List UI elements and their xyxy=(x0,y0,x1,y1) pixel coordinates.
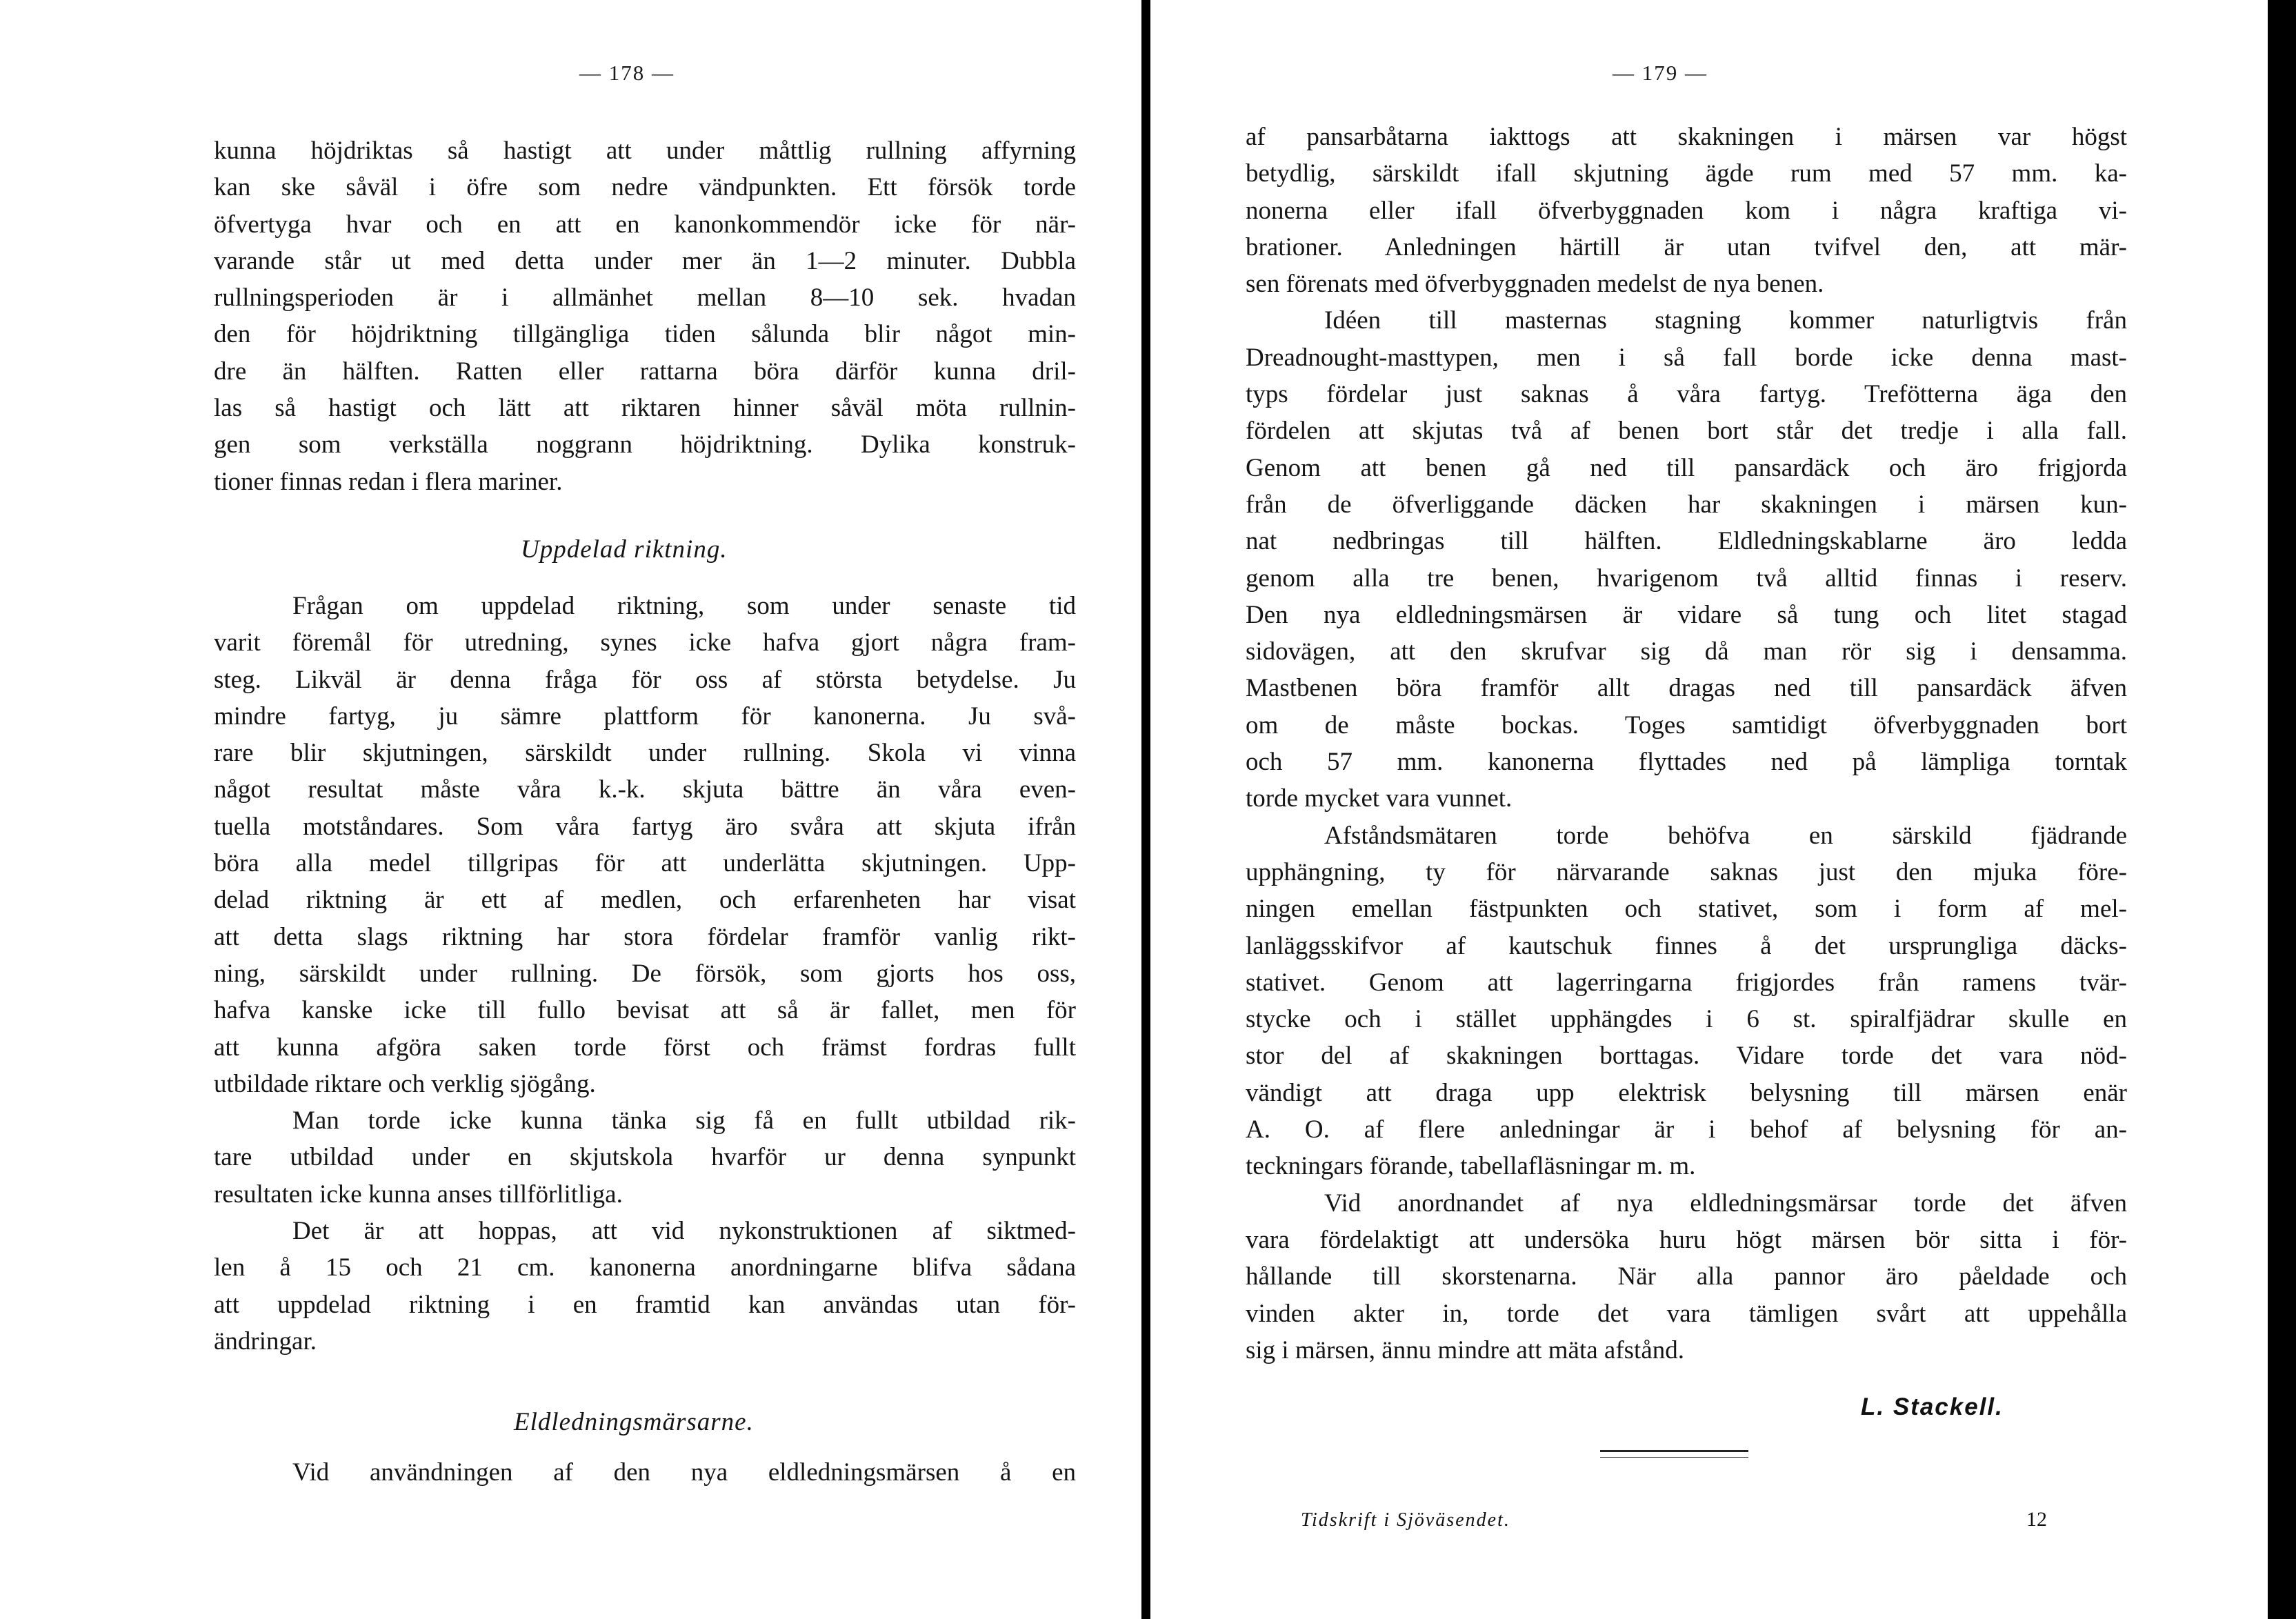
text-line: varande står ut med detta under mer än 1—2 minuter. Dubbla xyxy=(214,246,1076,275)
text-line: vändigt att draga upp elektrisk belysning till märsen enär xyxy=(1246,1078,2127,1107)
text-line: Afståndsmätaren torde behöfva en särskild fjädrande xyxy=(1324,821,2127,850)
text-line: steg. Likväl är denna fråga för oss af största betydelse. Ju xyxy=(214,665,1076,694)
text-line: hafva kanske icke till fullo bevisat att så är fallet, men för xyxy=(214,996,1076,1025)
text-line: resultaten icke kunna anses tillförlitliga. xyxy=(214,1180,623,1209)
text-line: sen förenats med öfverbyggnaden medelst de nya benen. xyxy=(1246,270,1824,299)
text-line: att kunna afgöra saken torde först och främst fordras fullt xyxy=(214,1033,1076,1062)
text-line: stativet. Genom att lagerringarna frigjordes från ramens tvär- xyxy=(1246,968,2127,997)
left-page xyxy=(0,0,1141,1619)
text-line: betydlig, särskildt ifall skjutning ägde rum med 57 mm. ka- xyxy=(1246,159,2127,188)
text-line: Vid anordnandet af nya eldledningsmärsar torde det äfven xyxy=(1324,1189,2127,1218)
text-line: brationer. Anledningen härtill är utan tvifvel den, att mär- xyxy=(1246,232,2127,261)
signature-number: 12 xyxy=(2026,1508,2047,1531)
text-line: sig i märsen, ännu mindre att mäta afstånd. xyxy=(1246,1335,1685,1364)
text-line: tare utbildad under en skjutskola hvarför ur denna synpunkt xyxy=(214,1143,1076,1172)
text-line: gen som verkställa noggrann höjdriktning. Dylika konstruk- xyxy=(214,430,1076,459)
text-line: något resultat måste våra k.-k. skjuta bättre än våra even- xyxy=(214,775,1076,804)
text-line: upphängning, ty för närvarande saknas just den mjuka före- xyxy=(1246,857,2127,886)
text-line: ning, särskildt under rullning. De försök, som gjorts hos oss, xyxy=(214,959,1076,988)
text-line: genom alla tre benen, hvarigenom två alltid finnas i reserv. xyxy=(1246,564,2127,593)
text-line: Idéen till masternas stagning kommer naturligtvis från xyxy=(1324,306,2127,335)
footer-rule xyxy=(1600,1450,1748,1452)
text-line: att detta slags riktning har stora fördelar framför vanlig rikt- xyxy=(214,922,1076,951)
text-line: rare blir skjutningen, särskildt under rullning. Skola vi vinna xyxy=(214,739,1076,768)
text-line: af pansarbåtarna iakttogs att skakningen i märsen var högst xyxy=(1246,123,2127,151)
scan-border xyxy=(2268,0,2296,1619)
text-line: Vid användningen af den nya eldledningsmärsen å en xyxy=(292,1458,1076,1487)
text-line: från de öfverliggande däcken har skakningen i märsen kun- xyxy=(1246,490,2127,519)
text-line: kan ske såväl i öfre som nedre vändpunkten. Ett försök torde xyxy=(214,173,1076,202)
text-line: utbildade riktare och verklig sjögång. xyxy=(214,1069,596,1098)
text-line: fördelen att skjutas två af benen bort står det tredje i alla fall. xyxy=(1246,417,2127,446)
text-line: mindre fartyg, ju sämre plattform för kanonerna. Ju svå- xyxy=(214,702,1076,731)
text-line: att uppdelad riktning i en framtid kan användas utan för- xyxy=(214,1290,1076,1319)
paragraph xyxy=(214,132,1076,500)
text-line: Det är att hoppas, att vid nykonstruktionen af siktmed- xyxy=(292,1217,1076,1246)
text-line: den för höjdriktning tillgängliga tiden sålunda blir något min- xyxy=(214,320,1076,349)
paragraph xyxy=(214,1454,1076,1491)
text-line: böra alla medel tillgripas för att underlätta skjutningen. Upp- xyxy=(214,849,1076,878)
text-line: rullningsperioden är i allmänhet mellan 8—10 sek. hvadan xyxy=(214,284,1076,312)
text-line: Man torde icke kunna tänka sig få en fullt utbildad rik- xyxy=(292,1106,1076,1135)
text-line: las så hastigt och lätt att riktaren hinner såväl möta rullnin- xyxy=(214,394,1076,423)
text-line: Frågan om uppdelad riktning, som under senaste tid xyxy=(292,592,1076,620)
text-line: teckningars förande, tabellafläsningar m. m. xyxy=(1246,1152,1696,1181)
text-line: Mastbenen böra framför allt dragas ned till pansardäck äfven xyxy=(1246,674,2127,703)
text-line: delad riktning är ett af medlen, och erfarenheten har visat xyxy=(214,886,1076,915)
text-line: öfvertyga hvar och en att en kanonkommendör icke för när- xyxy=(214,210,1076,239)
text-line: ändringar. xyxy=(214,1327,317,1355)
text-line: stor del af skakningen borttagas. Vidare torde det vara nöd- xyxy=(1246,1042,2127,1071)
text-line: typs fördelar just saknas å våra fartyg. Trefötterna äga den xyxy=(1246,380,2127,409)
text-line: nat nedbringas till hälften. Eldledningskablarne äro ledda xyxy=(1246,527,2127,556)
text-line: vinden akter in, torde det vara tämligen svårt att uppehålla xyxy=(1246,1299,2127,1328)
text-line: ningen emellan fästpunkten och stativet, som i form af mel- xyxy=(1246,895,2127,924)
text-line: Dreadnought-masttypen, men i så fall borde icke denna mast- xyxy=(1246,343,2127,372)
text-line: dre än hälften. Ratten eller rattarna böra därför kunna dril- xyxy=(214,357,1076,386)
journal-footer: Tidskrift i Sjöväsendet. xyxy=(1301,1509,1510,1531)
text-line: om de måste bockas. Toges samtidigt öfverbyggnaden bort xyxy=(1246,711,2127,739)
text-line: sidovägen, att den skrufvar sig då man rör sig i densamma. xyxy=(1246,637,2127,666)
section-heading: Uppdelad riktning. xyxy=(521,535,728,564)
text-line: torde mycket vara vunnet. xyxy=(1246,784,1513,813)
paragraph xyxy=(214,588,1076,1360)
page-number: — 178 — xyxy=(579,61,675,85)
text-line: A. O. af flere anledningar är i behof af belysning för an- xyxy=(1246,1115,2127,1144)
text-line: hållande till skorstenarna. När alla pannor äro påeldade och xyxy=(1246,1262,2127,1291)
paragraph xyxy=(1246,119,2127,1369)
right-page xyxy=(1150,0,2268,1619)
text-line: lanläggsskifvor af kautschuk finnes å det ursprungliga däcks- xyxy=(1246,931,2127,960)
text-line: Den nya eldledningsmärsen är vidare så tung och litet stagad xyxy=(1246,600,2127,629)
text-line: nonerna eller ifall öfverbyggnaden kom i några kraftiga vi- xyxy=(1246,196,2127,225)
page-number: — 179 — xyxy=(1613,61,1708,85)
text-line: Genom att benen gå ned till pansardäck och äro frigjorda xyxy=(1246,453,2127,482)
author-signature: L. Stackell. xyxy=(1861,1393,2004,1420)
text-line: varit föremål för utredning, synes icke hafva gjort några fram- xyxy=(214,628,1076,657)
text-line: tuella motståndares. Som våra fartyg äro svåra att skjuta ifrån xyxy=(214,812,1076,841)
footer-rule xyxy=(1600,1457,1748,1458)
text-line: och 57 mm. kanonerna flyttades ned på lämpliga torntak xyxy=(1246,748,2127,777)
text-line: kunna höjdriktas så hastigt att under måttlig rullning affyrning xyxy=(214,137,1076,165)
book-gutter xyxy=(1141,0,1150,1619)
text-line: vara fördelaktigt att undersöka huru högt märsen bör sitta i för- xyxy=(1246,1225,2127,1254)
text-line: tioner finnas redan i flera mariner. xyxy=(214,467,563,496)
text-line: len å 15 och 21 cm. kanonerna anordningarne blifva sådana xyxy=(214,1253,1076,1282)
text-line: stycke och i stället upphängdes i 6 st. spiralfjädrar skulle en xyxy=(1246,1005,2127,1034)
section-heading: Eldledningsmärsarne. xyxy=(514,1408,754,1436)
